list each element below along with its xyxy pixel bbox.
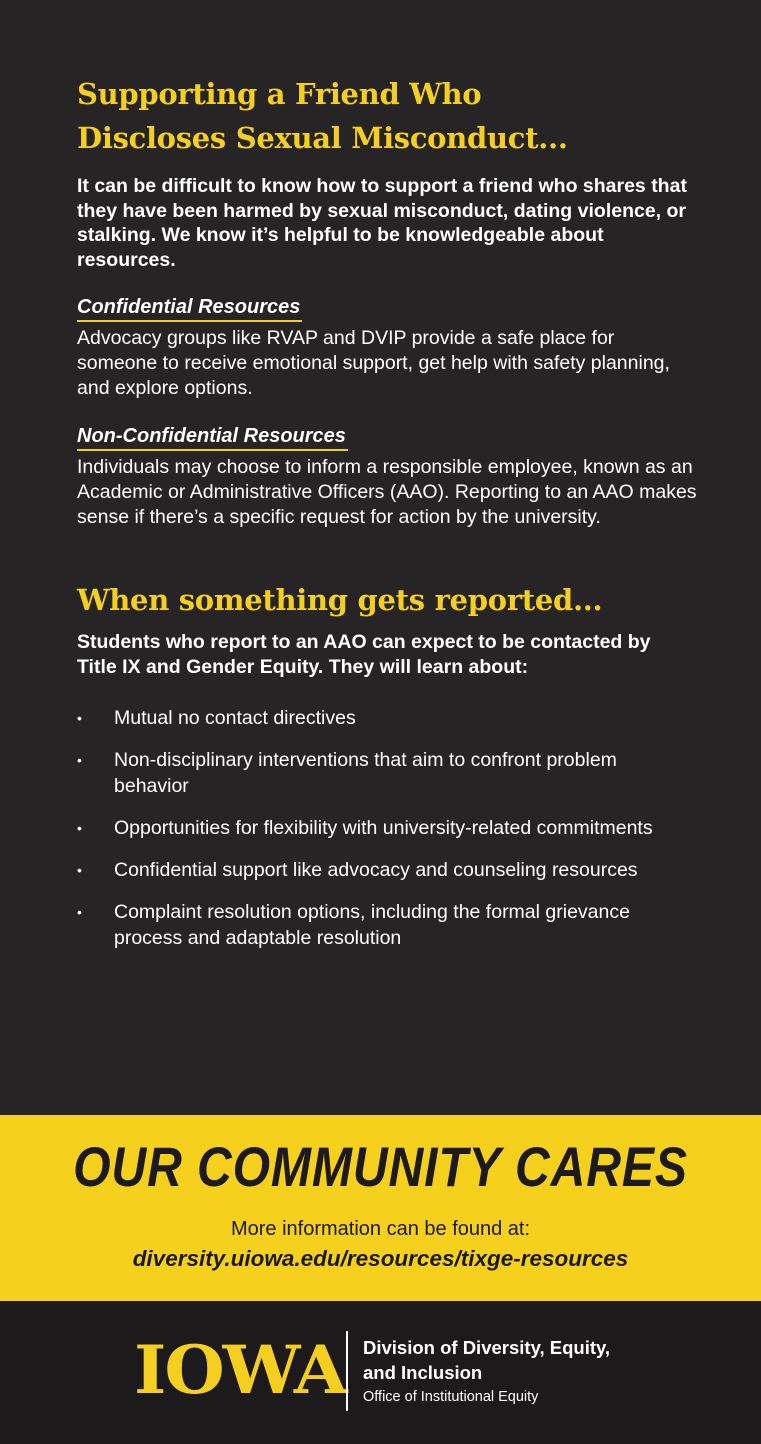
- bullet-icon: •: [77, 752, 82, 768]
- confidential-section: [77, 294, 302, 322]
- confidential-body: Advocacy groups like RVAP and DVIP provide a safe place for someone to receive emotional support, get help with safety planning, and explore options.: [77, 327, 670, 399]
- non-confidential-section: [77, 423, 348, 451]
- confidential-heading: Confidential Resources: [77, 294, 302, 322]
- bullet-icon: •: [77, 710, 82, 726]
- main-content: [77, 72, 697, 967]
- community-banner: [0, 1115, 761, 1301]
- learn-about-list: [77, 705, 697, 951]
- section-heading-reported: When something gets reported...: [77, 583, 603, 617]
- department-line-2: and Inclusion: [363, 1362, 483, 1383]
- footer: [0, 1301, 761, 1444]
- intro-paragraph: It can be difficult to know how to support a friend who shares that they have been harmed by sexual misconduct, dating violence, or stalking. We know it’s helpful to be knowledgeable about resources.: [77, 175, 687, 271]
- list-item: [77, 705, 697, 731]
- footer-divider: [346, 1331, 348, 1411]
- list-item-text: Non-disciplinary interventions that aim to confront problem behavior: [114, 749, 617, 797]
- list-item: [77, 899, 697, 951]
- resources-link[interactable]: diversity.uiowa.edu/resources/tixge-resources: [132, 1246, 629, 1271]
- list-item-text: Opportunities for flexibility with university-related commitments: [114, 817, 653, 839]
- iowa-logo: IOWA: [134, 1331, 346, 1409]
- banner-title: OUR COMMUNITY CARES: [73, 1135, 688, 1198]
- department-line-1: Division of Diversity, Equity,: [363, 1337, 611, 1358]
- office-name: Office of Institutional Equity: [363, 1389, 539, 1405]
- bullet-icon: •: [77, 820, 82, 836]
- bullet-icon: •: [77, 862, 82, 878]
- page-title: [77, 72, 697, 160]
- department-name: [363, 1335, 610, 1385]
- list-item: [77, 857, 697, 883]
- non-confidential-heading: Non-Confidential Resources: [77, 423, 348, 451]
- reported-intro: Students who report to an AAO can expect to be contacted by Title IX and Gender Equity. They will learn about:: [77, 631, 651, 678]
- list-item: [77, 747, 697, 799]
- banner-info: More information can be found at:: [230, 1218, 531, 1240]
- list-item-text: Mutual no contact directives: [114, 707, 356, 729]
- list-item-text: Complaint resolution options, including the formal grievance process and adaptable resolution: [114, 901, 630, 949]
- bullet-icon: •: [77, 904, 82, 920]
- title-line-2: Discloses Sexual Misconduct...: [77, 121, 568, 155]
- list-item-text: Confidential support like advocacy and counseling resources: [114, 859, 638, 881]
- list-item: [77, 815, 697, 841]
- title-line-1: Supporting a Friend Who: [77, 77, 482, 111]
- non-confidential-body: Individuals may choose to inform a responsible employee, known as an Academic or Administrative Officers (AAO). Reporting to an AAO makes sense if there’s a specific request for action by the university.: [77, 456, 697, 528]
